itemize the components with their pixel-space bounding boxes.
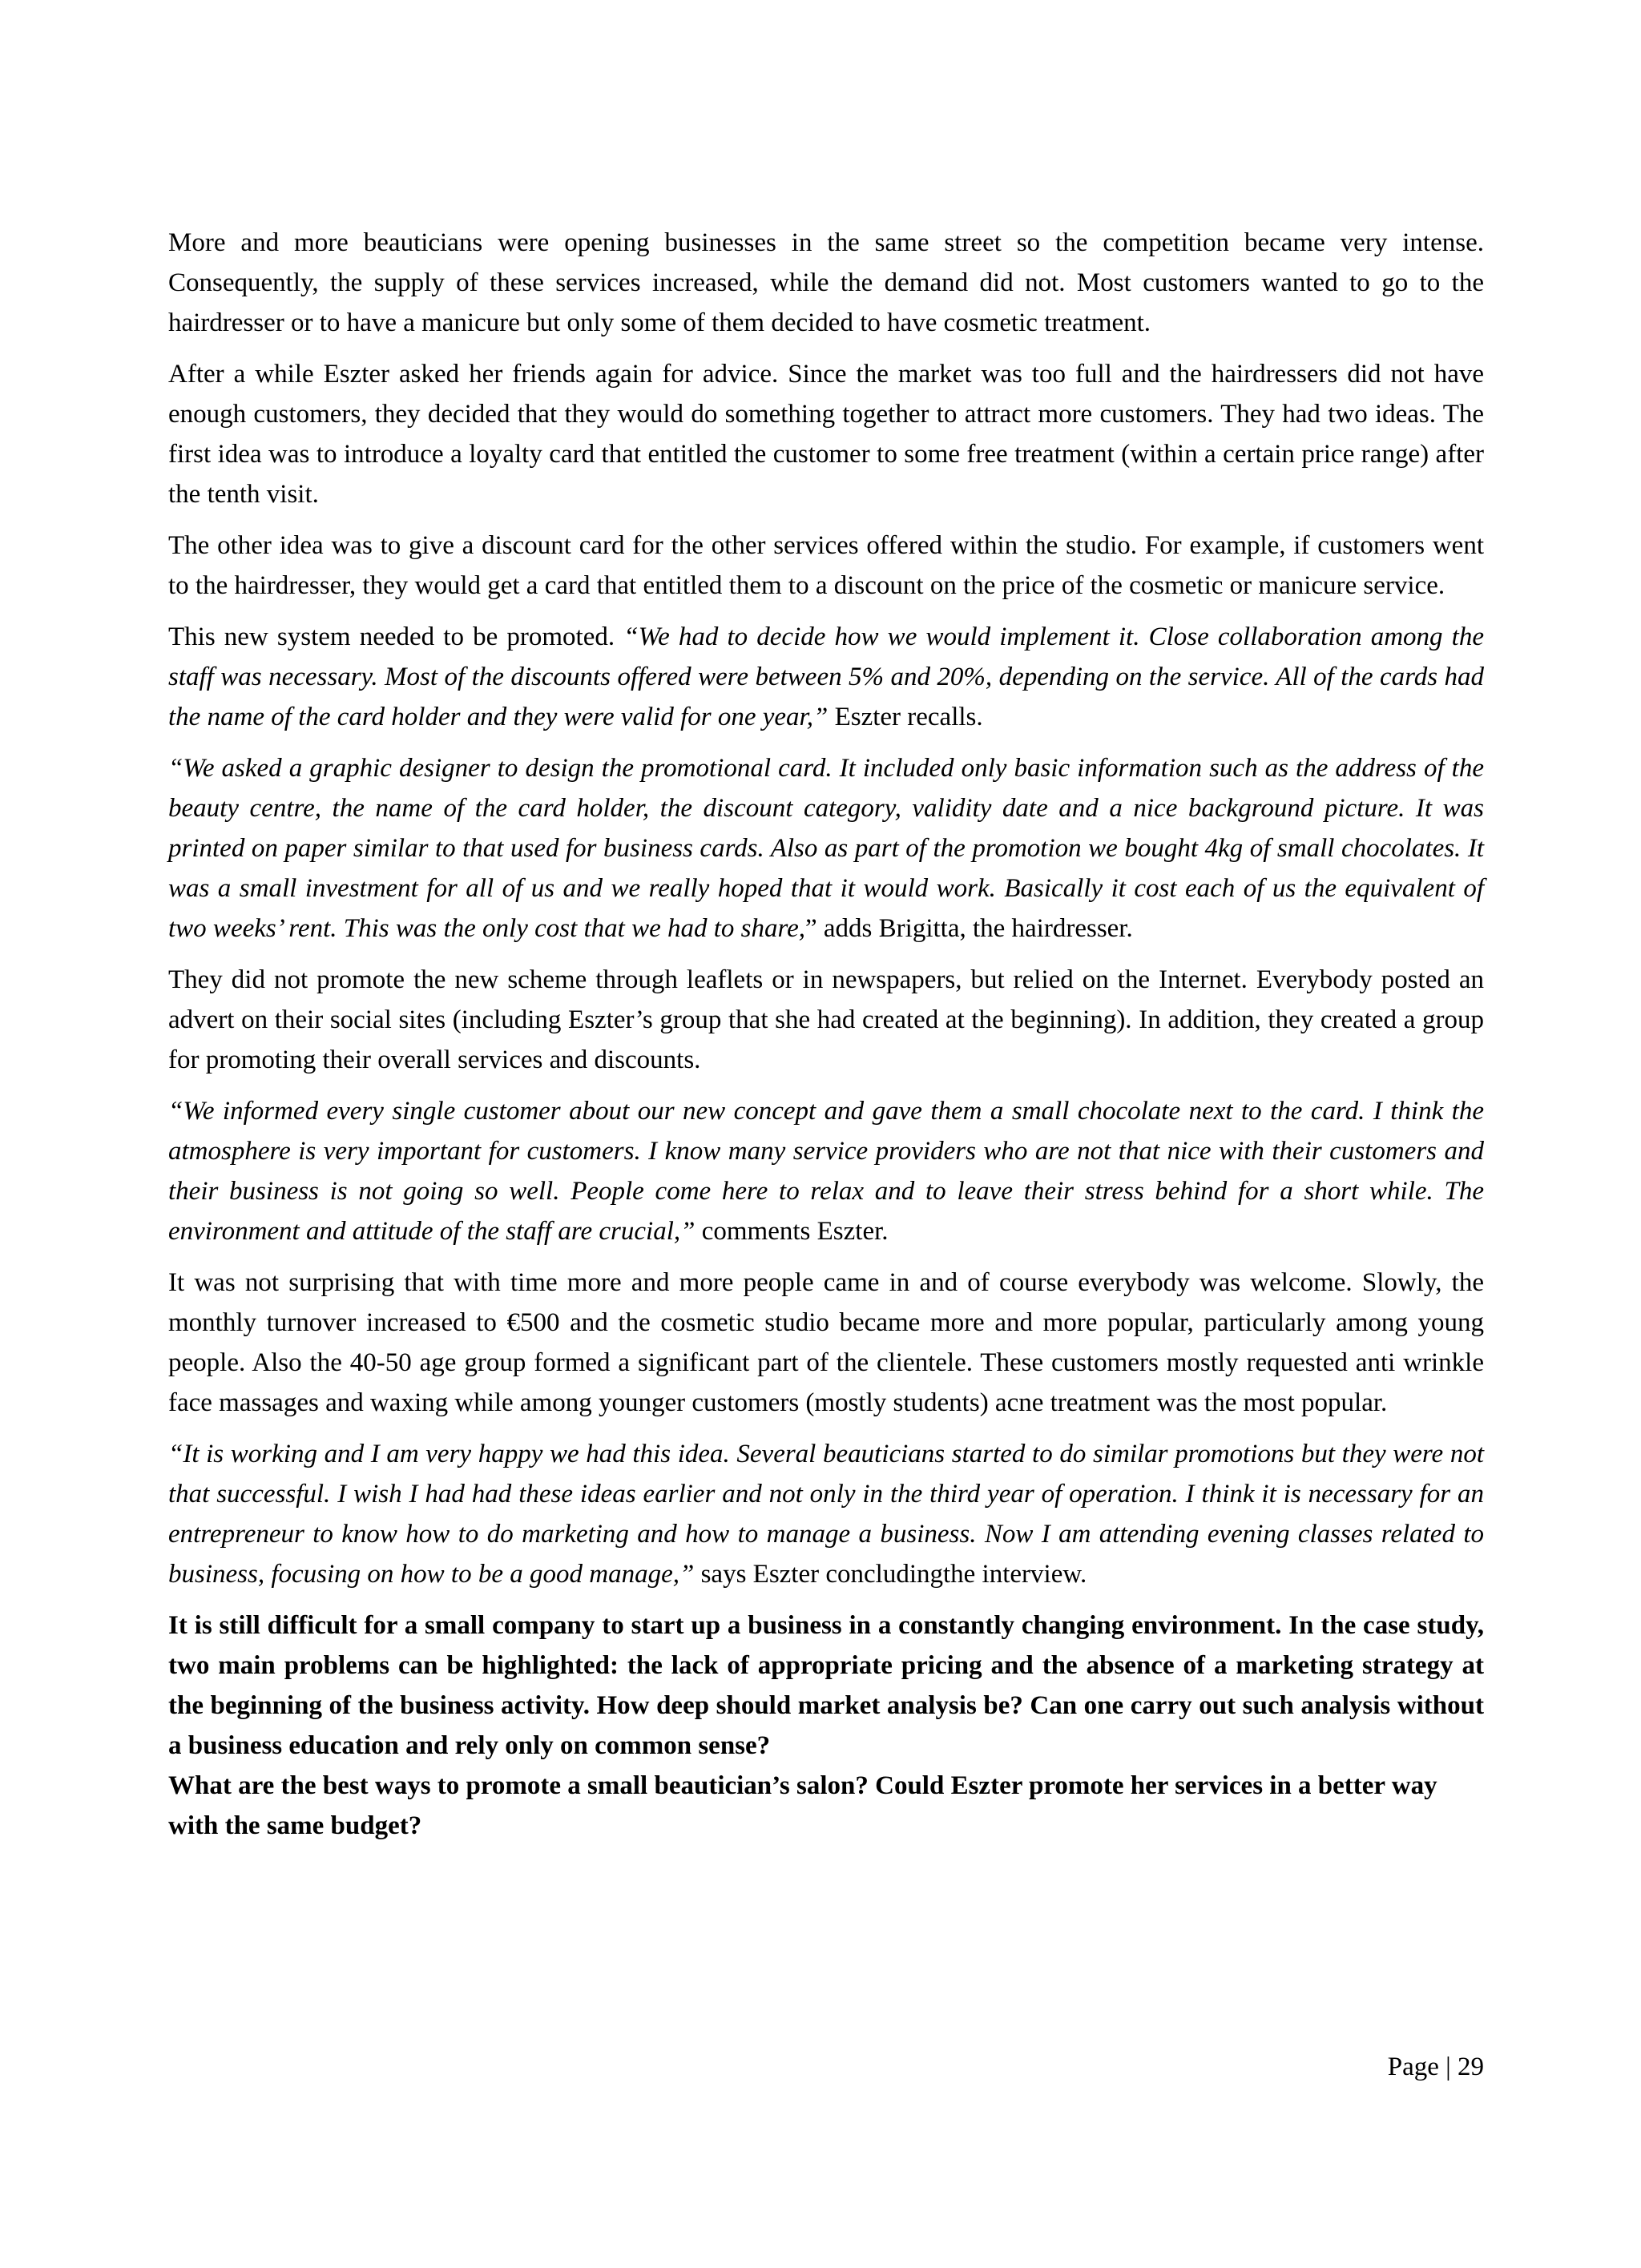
paragraph-atmosphere xyxy=(168,1091,1484,1251)
paragraph-competition xyxy=(168,223,1484,343)
quote-text: “We had to decide how we would implement it. Close collaboration among the staff was necessary. Most of the discounts offered were between 5% and 20%, depending on the service. All of the cards had the name of the card holder and they were valid for one year,” xyxy=(168,622,1484,731)
paragraph-graphic-designer xyxy=(168,748,1484,949)
discussion-question: It is still difficult for a small company to start up a business in a constantly changing environment. In the case study, two main problems can be highlighted: the lack of appropriate pricing and the absence of a marketing strategy at the beginning of the business activity. How deep should market analysis be? Can one carry out such analysis without a business education and rely only on common sense? xyxy=(168,1611,1484,1760)
quote-attribution: ” adds Brigitta, the hairdresser. xyxy=(805,914,1133,943)
paragraph-lead: This new system needed to be promoted. xyxy=(168,622,624,651)
paragraph-promotion xyxy=(168,617,1484,737)
quote-text: “It is working and I am very happy we had this idea. Several beauticians started to do similar promotions but they were not that successful. I wish I had had these ideas earlier and not only in the third year of operation. I think it is necessary for an entrepreneur to know how to do marketing and how to manage a business. Now I am attending evening classes related to business, focusing on how to be a good manage,” xyxy=(168,1440,1484,1589)
paragraph-text: After a while Eszter asked her friends again for advice. Since the market was too full and the hairdressers did not have enough customers, they decided that they would do something together to attract more customers. They had two ideas. The first idea was to introduce a loyalty card that entitled the customer to some free treatment (within a certain price range) after the tenth visit. xyxy=(168,360,1484,509)
paragraph-text: They did not promote the new scheme through leaflets or in newspapers, but relied on the Internet. Everybody posted an advert on their social sites (including Eszter’s group that she had created at the beginning). In addition, they created a group for promoting their overall services and discounts. xyxy=(168,965,1484,1074)
quote-text: “We asked a graphic designer to design the promotional card. It included only basic information such as the address of the beauty centre, the name of the card holder, the discount category, validity date and a nice background picture. It was printed on paper similar to that used for business cards. Also as part of the promotion we bought 4kg of small chocolates. It was a small investment for all of us and we really hoped that it would work. Basically it cost each of us the equivalent of two weeks’ rent. This was the only cost that we had to share, xyxy=(168,754,1484,943)
paragraph-discount-card xyxy=(168,526,1484,606)
page-number: Page | 29 xyxy=(1387,2052,1484,2081)
quote-attribution: says Eszter concludingthe interview. xyxy=(694,1560,1087,1589)
quote-text: “We informed every single customer about our new concept and gave them a small chocolate next to the card. I think the atmosphere is very important for customers. I know many service providers who are not that nice with their customers and their business is not going so well. People come here to relax and to leave their stress behind for a short while. The environment and attitude of the staff are crucial,” xyxy=(168,1097,1484,1246)
discussion-question: What are the best ways to promote a small beautician’s salon? Could Eszter promote her services in a better way with the same budget? xyxy=(168,1771,1437,1840)
paragraph-internet xyxy=(168,960,1484,1080)
quote-attribution: Eszter recalls. xyxy=(828,703,983,731)
paragraph-text: It was not surprising that with time more and more people came in and of course everybody was welcome. Slowly, the monthly turnover increased to €500 and the cosmetic studio became more and more popular, particularly among young people. Also the 40-50 age group formed a significant part of the clientele. These customers mostly requested anti wrinkle face massages and waxing while among younger customers (mostly students) acne treatment was the most popular. xyxy=(168,1268,1484,1417)
paragraph-conclusion xyxy=(168,1434,1484,1594)
quote-attribution: comments Eszter. xyxy=(695,1217,889,1246)
paragraph-advice xyxy=(168,354,1484,514)
paragraph-text: The other idea was to give a discount card for the other services offered within the studio. For example, if customers went to the hairdresser, they would get a card that entitled them to a discount on the price of the cosmetic or manicure service. xyxy=(168,531,1484,600)
paragraph-turnover xyxy=(168,1263,1484,1423)
paragraph-text: More and more beauticians were opening businesses in the same street so the competition became very intense. Consequently, the supply of these services increased, while the demand did not. Most customers wanted to go to the hairdresser or to have a manicure but only some of them decided to have cosmetic treatment. xyxy=(168,228,1484,337)
body-text xyxy=(168,223,1484,1846)
